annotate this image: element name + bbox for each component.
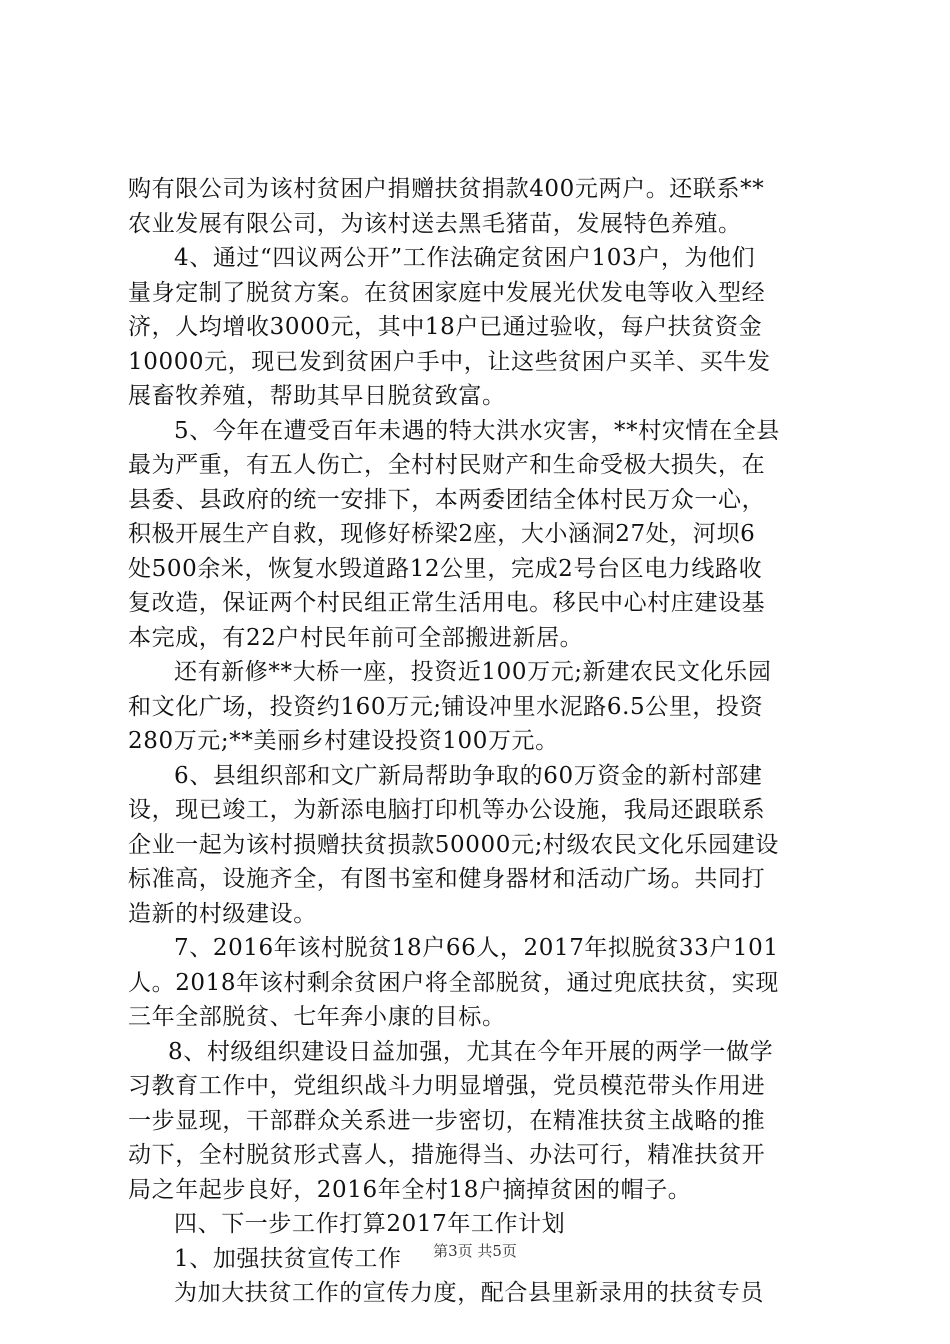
page-footer xyxy=(0,1240,950,1261)
text-line: 本完成，有22户村民年前可全部搬进新居。 xyxy=(128,624,584,651)
text-line: 县委、县政府的统一安排下，本两委团结全体村民万众一心， xyxy=(128,486,766,513)
page-number-label: 第3页 共5页 xyxy=(433,1242,517,1260)
paragraph-start: 8、村级组织建设日益加强，尤其在今年开展的两学一做学 xyxy=(168,1038,774,1065)
text-line: 农业发展有限公司，为该村送去黑毛猪苗，发展特色养殖。 xyxy=(128,210,742,237)
text-line: 一步显现，干部群众关系进一步密切，在精准扶贫主战略的推 xyxy=(128,1107,766,1134)
paragraph-start: 4、通过“四议两公开”工作法确定贫困户103户，为他们 xyxy=(174,245,756,271)
text-line: 人。2018年该村剩余贫困户将全部脱贫，通过兜底扶贫，实现 xyxy=(128,969,779,996)
subsection-heading: 1、加强扶贫宣传工作 xyxy=(174,1245,402,1272)
text-line: 最为严重，有五人伤亡，全村村民财产和生命受极大损失，在 xyxy=(128,452,766,478)
text-line: 习教育工作中，党组织战斗力明显增强，党员模范带头作用进 xyxy=(128,1073,766,1099)
text-line: 济，人均增收3000元，其中18户已通过验收，每户扶贫资金 xyxy=(128,314,763,340)
text-line: 标准高，设施齐全，有图书室和健身器材和活动广场。共同打 xyxy=(128,866,766,892)
document-body xyxy=(128,172,828,1311)
paragraph-start: 为加大扶贫工作的宣传力度，配合县里新录用的扶贫专员 xyxy=(174,1280,764,1306)
text-line: 积极开展生产自救，现修好桥梁2座，大小涵洞27处，河坝6 xyxy=(128,521,756,547)
text-line: 和文化广场，投资约160万元;铺设冲里水泥路6.5公里，投资 xyxy=(128,693,764,720)
text-line: 复改造，保证两个村民组正常生活用电。移民中心村庄建设基 xyxy=(128,590,766,616)
text-line: 动下，全村脱贫形式喜人，措施得当、办法可行，精准扶贫开 xyxy=(128,1142,766,1168)
text-line: 展畜牧养殖，帮助其早日脱贫致富。 xyxy=(128,383,506,409)
text-line: 企业一起为该村损赠扶贫损款50000元;村级农民文化乐园建设 xyxy=(128,831,779,858)
text-line: 造新的村级建设。 xyxy=(128,900,317,927)
text-line: 280万元;**美丽乡村建设投资100万元。 xyxy=(128,728,559,754)
text-line: 量身定制了脱贫方案。在贫困家庭中发展光伏发电等收入型经 xyxy=(128,279,766,306)
paragraph-start: 6、县组织部和文广新局帮助争取的60万资金的新村部建 xyxy=(174,762,763,789)
text-line: 购有限公司为该村贫困户捐赠扶贫捐款400元两户。还联系** xyxy=(128,176,765,202)
paragraph-start: 还有新修**大桥一座，投资近100万元;新建农民文化乐园 xyxy=(174,659,772,685)
text-line: 局之年起步良好，2016年全村18户摘掉贫困的帽子。 xyxy=(128,1176,692,1203)
paragraph-start: 7、2016年该村脱贫18户66人，2017年拟脱贫33户101 xyxy=(174,935,779,961)
text-line: 设，现已竣工，为新添电脑打印机等办公设施，我局还跟联系 xyxy=(128,797,766,823)
text-line: 处500余米，恢复水毁道路12公里，完成2号台区电力线路收 xyxy=(128,555,763,582)
text-line: 三年全部脱贫、七年奔小康的目标。 xyxy=(128,1004,506,1030)
paragraph-start: 5、今年在遭受百年未遇的特大洪水灾害，**村灾情在全县 xyxy=(174,417,780,444)
section-heading: 四、下一步工作打算2017年工作计划 xyxy=(174,1211,566,1237)
text-line: 10000元，现已发到贫困户手中，让这些贫困户买羊、买牛发 xyxy=(128,348,771,375)
